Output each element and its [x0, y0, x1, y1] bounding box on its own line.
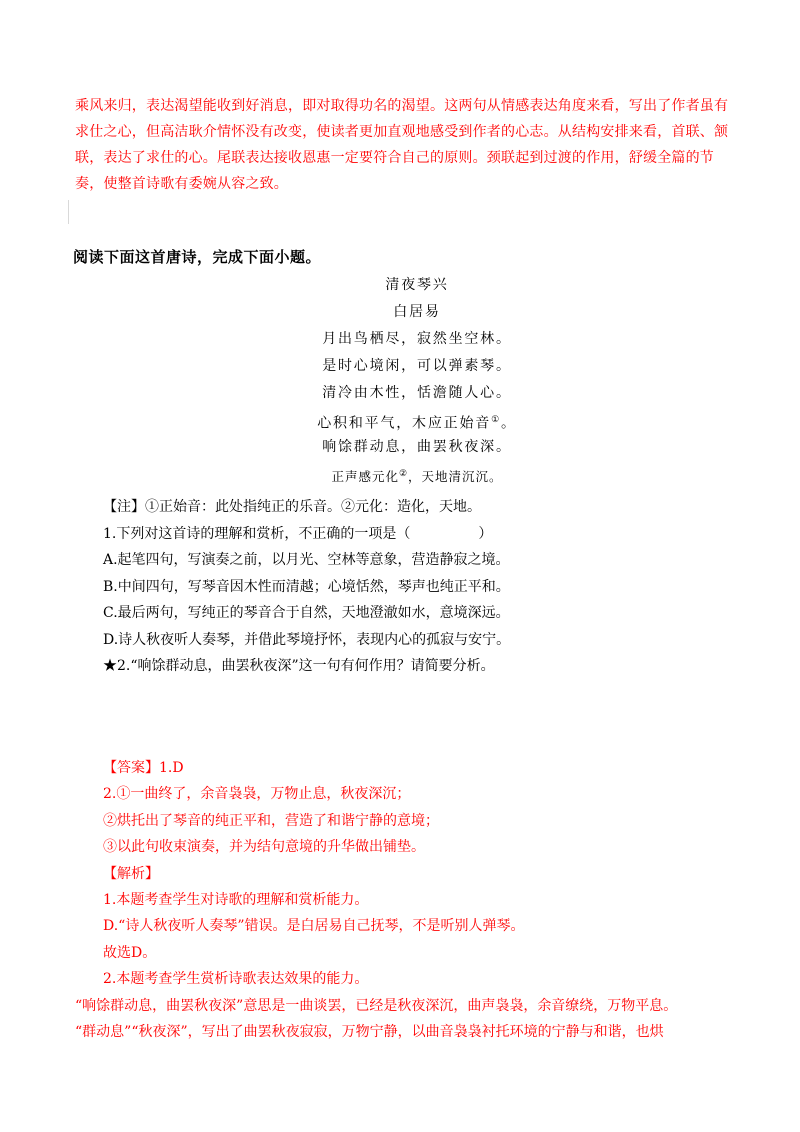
- answer-point: ②烘托出了琴音的纯正平和，营造了和谐宁静的意境；: [103, 812, 439, 829]
- analysis-line: 故选D。: [103, 944, 157, 961]
- analysis-line: D.“诗人秋夜听人奏琴”错误。是白居易自己抚琴，不是听别人弹琴。: [103, 918, 525, 935]
- poem-line: [300, 407, 534, 434]
- footnote-mark: ①: [491, 415, 501, 425]
- analysis-label: 【解析】: [103, 865, 159, 882]
- option-a: A.起笔四句，写演奏之前，以月光、空林等意象，营造静寂之境。: [103, 552, 510, 568]
- answer-point: 2.①一曲终了，余音袅袅，万物止息，秋夜深沉；: [103, 786, 411, 803]
- poem-author: 白居易: [393, 304, 441, 320]
- poem-block: [300, 272, 534, 488]
- analysis-paragraph-line: “群动息”“秋夜深”，写出了曲罢秋夜寂寂，万物宁静，以曲音袅袅衬托环境的宁静与和谐，也烘: [75, 1024, 664, 1041]
- question-1-close: ）: [478, 525, 493, 542]
- section-heading: 阅读下面这首唐诗，完成下面小题。: [73, 248, 322, 266]
- poem-line: 清冷由木性，恬澹随人心。: [322, 385, 512, 401]
- poem-line-end: ，天地清沉沉。: [408, 469, 503, 485]
- analysis-line: 2.本题考查学生赏析诗歌表达效果的能力。: [103, 971, 369, 988]
- footnote-mark: ②: [398, 469, 409, 479]
- poem-line: 响馀群动息，曲罢秋夜深。: [322, 439, 512, 455]
- question-2: ★2.“响馀群动息，曲罢秋夜深”这一句有何作用？请简要分析。: [103, 658, 495, 674]
- poem-line-text: 正声感元化: [331, 469, 399, 485]
- poem-line: [300, 461, 534, 488]
- answer-block: [75, 755, 743, 1045]
- analysis-line: 1.本题考查学生对诗歌的理解和赏析能力。: [103, 892, 369, 909]
- question-1: [103, 521, 743, 548]
- option-b: B.中间四句，写琴音因木性而清越；心境恬然，琴声也纯正平和。: [103, 578, 510, 595]
- poem-line-text: 心积和平气，木应正始音: [317, 415, 492, 432]
- analysis-paragraph-line: “响馀群动息，曲罢秋夜深”意思是一曲谈罢，已经是秋夜深沉，曲声袅袅，余音缭绕，万物平息。: [75, 997, 678, 1014]
- answer-point: ③以此句收束演奏，并为结句意境的升华做出铺垫。: [103, 839, 425, 856]
- answer-label: 【答案】1.D: [103, 760, 184, 776]
- poem-line: 是时心境闲，可以弹素琴。: [322, 358, 512, 374]
- analysis-line: 求仕之心，但高洁耿介情怀没有改变，使读者更加直观地感受到作者的心志。从结构安排来看，首联、颔: [75, 124, 729, 140]
- option-d: D.诗人秋夜听人奏琴，并借此琴境抒怀，表现内心的孤寂与安宁。: [103, 631, 511, 648]
- previous-analysis: [75, 93, 730, 197]
- poem-note: 【注】①正始音：此处指纯正的乐音。②元化：造化，天地。: [103, 499, 481, 515]
- margin-divider: [68, 200, 69, 224]
- questions-block: [103, 494, 743, 680]
- option-c: C.最后两句，写纯正的琴音合于自然，天地澄澈如水，意境深远。: [103, 605, 510, 621]
- question-1-stem: 1.下列对这首诗的理解和赏析，不正确的一项是（: [103, 525, 411, 542]
- poem-line: 月出鸟栖尽，寂然坐空林。: [322, 331, 512, 347]
- analysis-line: 联，表达了求仕的心。尾联表达接收恩惠一定要符合自己的原则。颈联起到过渡的作用，舒缓全篇的节: [75, 150, 714, 166]
- analysis-line: 奏，使整首诗歌有委婉从容之致。: [75, 176, 288, 192]
- poem-line-end: 。: [500, 415, 517, 432]
- poem-title: 清夜琴兴: [385, 277, 449, 293]
- analysis-line: 乘风来归，表达渴望能收到好消息，即对取得功名的渴望。这两句从情感表达角度来看，写出了作者虽有: [75, 98, 729, 114]
